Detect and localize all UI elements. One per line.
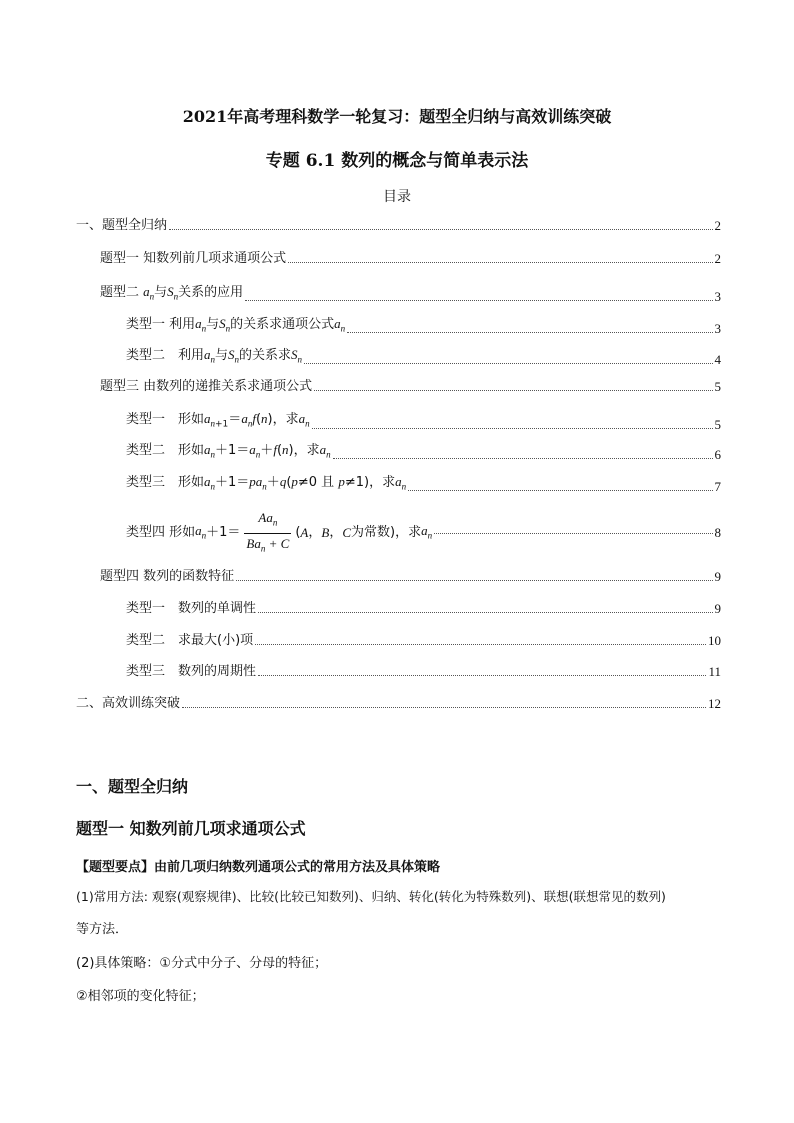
toc-entry[interactable]: 类型二 求最大(小)项 10 xyxy=(126,633,721,648)
section-heading: 一、题型全归纳 xyxy=(76,777,189,796)
toc-entry[interactable]: 类型一 形如$a_{n+1}=a_nf(n)$，求$a_n$ 5 xyxy=(126,411,721,432)
paragraph-line: 等方法． xyxy=(76,922,129,937)
toc-entry[interactable]: 题型一 知数列前几项求通项公式 2 xyxy=(100,251,721,266)
toc-entry[interactable]: 类型四 形如 $a_n$ ＋1＝ $\frac{Aa_n}{Ba_n + C}$ ( A ， B ， C 为常数)，求 $a_n$ 8 xyxy=(126,510,721,556)
paragraph-line: ②相邻项的变化特征； xyxy=(76,989,205,1004)
fraction: $\frac{Aa_n}{Ba_n + C}$ xyxy=(244,510,291,556)
toc-entry[interactable]: 类型一 数列的单调性 9 xyxy=(126,601,721,616)
paragraph-line: (2)具体策略：①分式中分子、分母的特征； xyxy=(76,956,328,971)
keypoint-line xyxy=(76,856,724,875)
toc-entry[interactable]: 类型三 形如$a_n+1=pa_n+q(p\ne 0$ 且 p≠1)，求$a_n$ 7 xyxy=(126,474,721,494)
toc-entry[interactable]: 类型二 利用$a_n$与$S_n$的关系求$S_n$ 4 xyxy=(126,347,721,367)
toc-entry[interactable]: 题型四 数列的函数特征 9 xyxy=(100,569,721,584)
subsection-heading: 题型一 知数列前几项求通项公式 xyxy=(76,819,306,838)
keypoint-label: 【题型要点】 xyxy=(76,860,155,875)
toc-heading: 目录 xyxy=(383,189,411,205)
toc-entry[interactable]: 二、高效训练突破 12 xyxy=(76,696,721,711)
toc-entry[interactable]: 题型三 由数列的递推关系求通项公式 5 xyxy=(100,379,721,394)
paragraph-line: (1)常用方法: 观察(观察规律)、比较(比较已知数列)、归纳、转化(转化为特殊数列)、联想(联想常见的数列) xyxy=(76,889,666,904)
document-title: 2021年高考理科数学一轮复习：题型全归纳与高效训练突破 xyxy=(182,107,612,126)
document-subtitle: 专题 6.1 数列的概念与简单表示法 xyxy=(265,151,529,171)
toc-entry[interactable]: 题型二 $a_n$与$S_n$关系的应用 3 xyxy=(100,284,721,304)
toc-entry[interactable]: 一、题型全归纳 2 xyxy=(76,218,721,233)
keypoint-text: 由前几项归纳数列通项公式的常用方法及具体策略 xyxy=(154,860,441,875)
toc-entry[interactable]: 类型一 利用$a_n$与$S_n$的关系求通项公式$a_n$ 3 xyxy=(126,316,721,336)
toc-entry[interactable]: 类型三 数列的周期性 11 xyxy=(126,664,721,679)
toc-entry[interactable]: 类型二 形如$a_n+1=a_n+f(n)$，求$a_n$ 6 xyxy=(126,442,721,462)
